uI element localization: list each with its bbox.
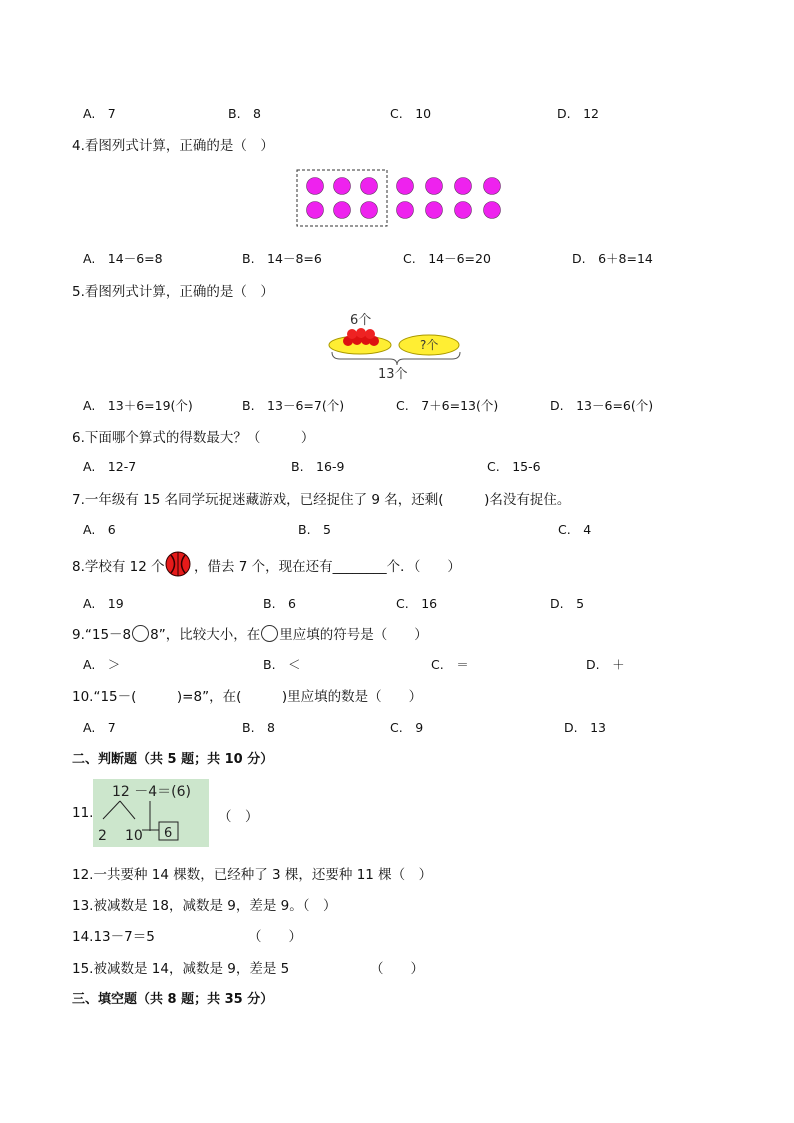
q3-option-c: C. 10	[390, 106, 432, 121]
q11-number: 11.	[72, 805, 94, 821]
q9-text-c: 里应填的符号是（ ）	[279, 627, 428, 643]
q9-option-c: C. ＝	[431, 657, 469, 672]
q3-option-b: B. 8	[228, 106, 262, 121]
dot-icon	[361, 178, 378, 195]
dot-icon	[455, 202, 472, 219]
q11-n3: 6	[164, 826, 173, 841]
dot-icon	[397, 202, 414, 219]
q8-option-b: B. 6	[263, 596, 297, 611]
q11-n1: 2	[98, 828, 107, 844]
q6-option-a: A. 12-7	[83, 459, 137, 474]
q11-expression: 12 －4＝(6)	[112, 784, 192, 800]
q8-option-a: A. 19	[83, 596, 124, 611]
dot-icon	[334, 202, 351, 219]
q9-text-a: 9.“15－8	[72, 627, 132, 643]
q10-option-c: C. 9	[390, 720, 424, 735]
dot-icon	[426, 178, 443, 195]
q4-option-a: A. 14－6=8	[83, 251, 163, 266]
q4-option-c: C. 14－6=20	[403, 251, 491, 266]
q8-option-c: C. 16	[396, 596, 438, 611]
q5-text: 5.看图列式计算，正确的是（ ）	[72, 284, 274, 300]
q7-option-a: A. 6	[83, 522, 116, 537]
q6-option-b: B. 16-9	[291, 459, 345, 474]
circle-blank-icon	[261, 625, 278, 642]
q3-option-d: D. 12	[557, 106, 600, 121]
q5-option-c: C. 7＋6=13(个)	[396, 398, 499, 413]
q11-n2: 10	[125, 828, 143, 844]
q4-option-b: B. 14－8=6	[242, 251, 322, 266]
q8-text-before: 8.学校有 12 个	[72, 559, 165, 575]
q5-label-top: 6个	[350, 313, 372, 328]
q7-option-c: C. 4	[558, 522, 592, 537]
q10-text: 10.“15－( )=8”，在( )里应填的数是（ ）	[72, 689, 423, 705]
q10-option-a: A. 7	[83, 720, 116, 735]
q5-option-b: B. 13－6=7(个)	[242, 398, 345, 413]
q10-option-d: D. 13	[564, 720, 607, 735]
dot-icon	[484, 178, 501, 195]
q9-text-b: 8”，比较大小，在	[150, 627, 261, 643]
q8-option-d: D. 5	[550, 596, 585, 611]
section-title: 二、判断题（共 5 题；共 10 分）	[72, 752, 274, 767]
q7-text: 7.一年级有 15 名同学玩捉迷藏游戏，已经捉住了 9 名，还剩( )名没有捉住。	[72, 492, 571, 508]
dot-icon	[484, 202, 501, 219]
q9-text	[72, 623, 428, 643]
q4-text: 4.看图列式计算，正确的是（ ）	[72, 138, 274, 154]
q10-option-b: B. 8	[242, 720, 276, 735]
q6-option-c: C. 15-6	[487, 459, 541, 474]
dot-icon	[307, 202, 324, 219]
q3-option-a: A. 7	[83, 106, 116, 121]
q8-text-after: ，借去 7 个，现在还有________个．（ ）	[194, 559, 461, 575]
q5-option-d: D. 13－6=6(个)	[550, 398, 654, 413]
q5-label-right: ?个	[420, 338, 439, 352]
q9-option-d: D. ＋	[586, 657, 625, 672]
q4-dots-figure	[295, 168, 505, 230]
ball-icon	[165, 550, 191, 578]
section-title: 三、填空题（共 8 题；共 35 分）	[72, 992, 274, 1007]
q5-plates-figure	[326, 308, 468, 384]
q11-paren: （ ）	[218, 809, 259, 825]
q4-option-d: D. 6＋8=14	[572, 251, 653, 266]
dot-icon	[334, 178, 351, 195]
q9-option-b: B. ＜	[263, 657, 301, 672]
q9-option-a: A. ＞	[83, 657, 121, 672]
dot-icon	[361, 202, 378, 219]
dot-icon	[307, 178, 324, 195]
q14-paren: （ ）	[248, 929, 302, 945]
q15-text: 15.被减数是 14，减数是 9，差是 5	[72, 961, 290, 977]
q12-text: 12.一共要种 14 棵数，已经种了 3 棵，还要种 11 棵（ ）	[72, 867, 433, 883]
q6-text: 6.下面哪个算式的得数最大？（ ）	[72, 430, 315, 446]
q5-option-a: A. 13＋6=19(个)	[83, 398, 193, 413]
circle-blank-icon	[132, 625, 149, 642]
q7-option-b: B. 5	[298, 522, 332, 537]
q14-text: 14.13－7＝5	[72, 929, 155, 945]
q11-figure	[93, 779, 209, 847]
dot-icon	[397, 178, 414, 195]
dot-icon	[455, 178, 472, 195]
q15-paren: （ ）	[370, 961, 424, 977]
q5-label-bottom: 13个	[378, 367, 408, 382]
dot-icon	[426, 202, 443, 219]
q13-text: 13.被减数是 18，减数是 9，差是 9。（ ）	[72, 898, 337, 914]
